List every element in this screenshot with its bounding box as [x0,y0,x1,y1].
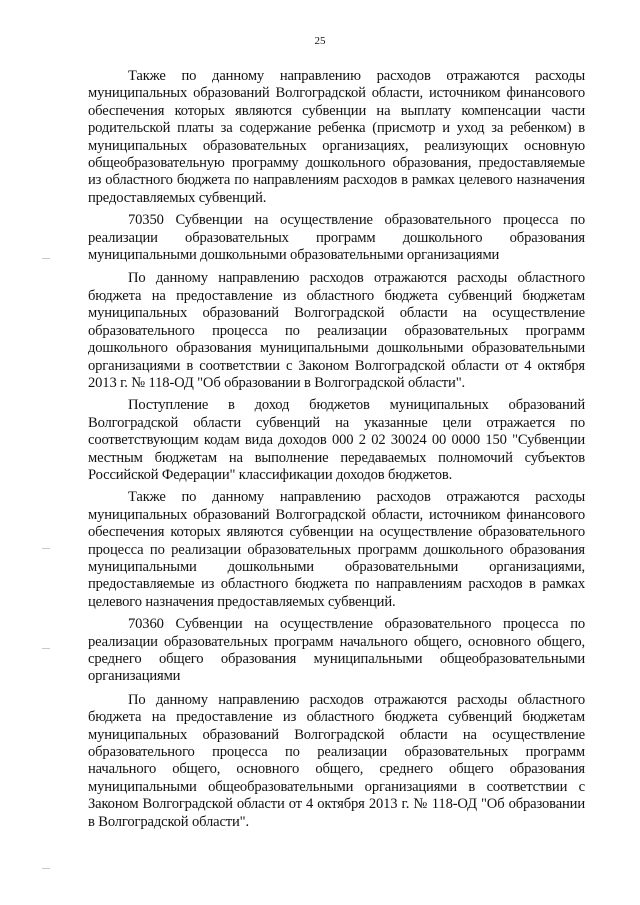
margin-mark [42,548,50,549]
paragraph-70350-expenses: По данному направлению расходов отражаются расходы областного бюджета на предоставление из областного бюджета субвенций бюджетам муниципальных образований Волгоградской области на осуществление образовательного процесса по реализации образовательных программ дошкольного образования муниципальными дошкольными образовательными организациями в соответствии с Законом Волгоградской области от 4 октября 2013 г. № 118-ОД "Об образовании в Волгоградской области". [88,270,585,391]
margin-mark [42,258,50,259]
section-heading-70360: 70360 Субвенции на осуществление образовательного процесса по реализации образовательных программ начального общего, основного общего, среднего общего образования муниципальными общеобразовательными организациями [88,616,585,685]
margin-mark [42,868,50,869]
page-number: 25 [314,35,326,47]
paragraph-compensation-parental-fee: Также по данному направлению расходов отражаются расходы муниципальных образований Волгоградской области, источником финансового обеспечения которых являются субвенции на выплату компенсации части родительской платы за содержание ребенка (присмотр и уход за ребенком) в муниципальных образовательных организациях, реализующих основную общеобразовательную программу дошкольного образования, предоставляемые из областного бюджета по направлениям расходов в рамках целевого назначения предоставляемых субвенций. [88,68,585,206]
paragraph-70350-revenue: Поступление в доход бюджетов муниципальных образований Волгоградской области субвенций на указанные цели отражается по соответствующим кодам вида доходов 000 2 02 30024 00 0000 150 "Субвенции местным бюджетам на выполнение передаваемых полномочий субъектов Российской Федерации" классификации доходов бюджетов. [88,397,585,483]
paragraph-70350-municipal-expenses: Также по данному направлению расходов отражаются расходы муниципальных образований Волгоградской области, источником финансового обеспечения которых являются субвенции на осуществление образовательного процесса по реализации образовательных программ дошкольного образования муниципальными дошкольными образовательными организациями, предоставляемые из областного бюджета по направлениям расходов в рамках целевого назначения предоставляемых субвенций. [88,489,585,610]
margin-mark [42,648,50,649]
document-body [88,68,585,836]
paragraph-70360-expenses: По данному направлению расходов отражаются расходы областного бюджета на предоставление из областного бюджета субвенций бюджетам муниципальных образований Волгоградской области на осуществление образовательного процесса по реализации образовательных программ начального общего, основного общего, среднего общего образования муниципальными общеобразовательными организациями в соответствии с Законом Волгоградской области от 4 октября 2013 г. № 118-ОД "Об образовании в Волгоградской области". [88,691,585,830]
section-heading-70350: 70350 Субвенции на осуществление образовательного процесса по реализации образовательных программ дошкольного образования муниципальными дошкольными образовательными организациями [88,212,585,264]
